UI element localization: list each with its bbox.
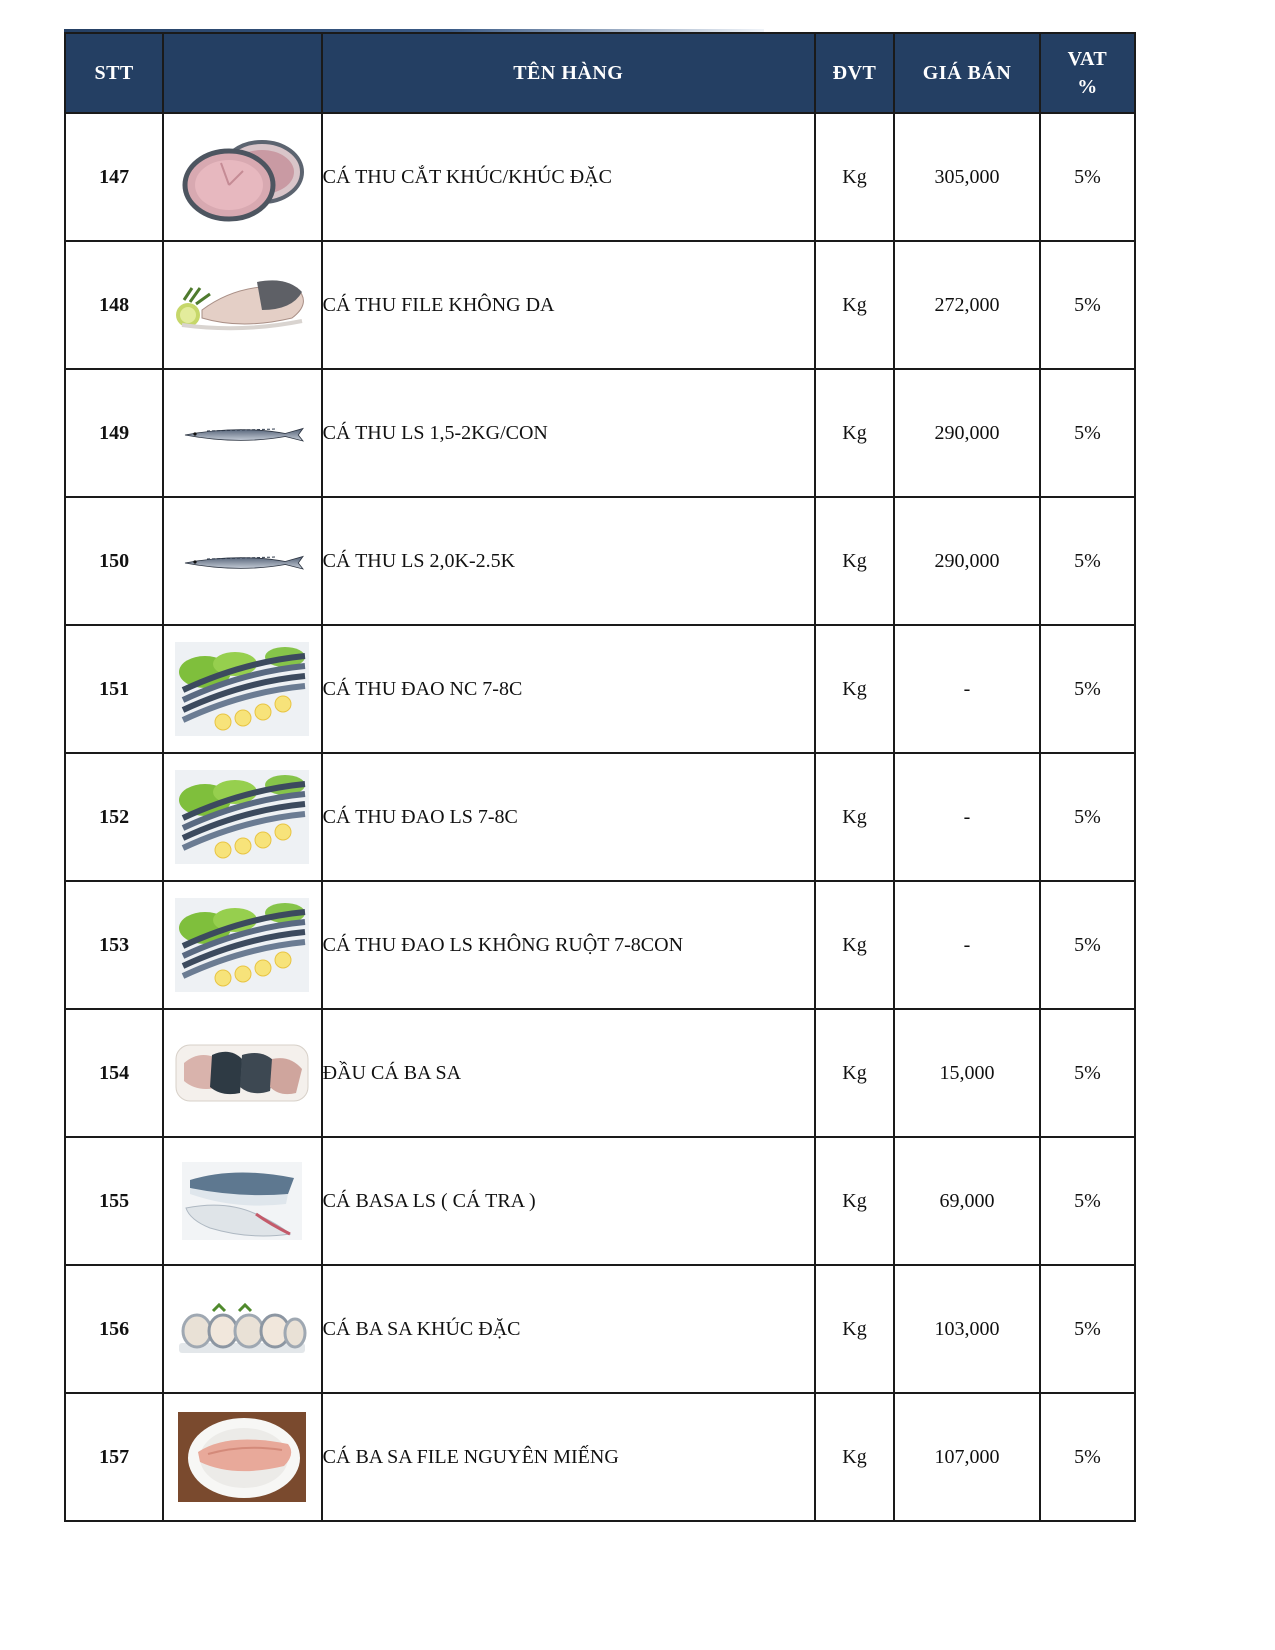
row-unit: Kg [815,1393,894,1521]
product-photo-basa-heads [172,1041,312,1105]
row-vat: 5% [1040,1009,1135,1137]
table-body [65,113,1135,1521]
row-stt: 148 [65,241,163,369]
header-vat-line2: % [1077,76,1098,98]
row-product-name: CÁ THU ĐAO NC 7-8C [322,625,815,753]
row-image [163,113,321,241]
row-product-name: CÁ BASA LS ( CÁ TRA ) [322,1137,815,1265]
header-vat [1040,33,1135,113]
row-stt: 147 [65,113,163,241]
header-unit: ĐVT [815,33,894,113]
table-header [65,33,1135,113]
row-product-name: CÁ THU FILE KHÔNG DA [322,241,815,369]
product-photo-whole-mackerel [177,541,307,581]
row-product-name: CÁ THU ĐAO LS 7-8C [322,753,815,881]
product-photo-saury-platter [175,642,309,736]
row-stt: 156 [65,1265,163,1393]
row-image [163,1137,321,1265]
product-photo-whole-mackerel [177,413,307,453]
row-unit: Kg [815,113,894,241]
table-row [65,625,1135,753]
product-photo-basa-fillet-plate [178,1412,306,1502]
row-unit: Kg [815,241,894,369]
header-stt: STT [65,33,163,113]
row-price: - [894,625,1040,753]
row-price: - [894,753,1040,881]
row-unit: Kg [815,1265,894,1393]
row-price: 305,000 [894,113,1040,241]
table-row [65,1137,1135,1265]
row-unit: Kg [815,753,894,881]
table-row [65,1265,1135,1393]
product-photo-mackerel-fillet [172,270,312,340]
row-vat: 5% [1040,1265,1135,1393]
row-image [163,1393,321,1521]
row-product-name: ĐẦU CÁ BA SA [322,1009,815,1137]
row-price: 107,000 [894,1393,1040,1521]
table-row [65,113,1135,241]
table-row [65,497,1135,625]
table-row [65,1393,1135,1521]
row-vat: 5% [1040,241,1135,369]
row-price: 290,000 [894,369,1040,497]
row-image [163,1265,321,1393]
row-vat: 5% [1040,369,1135,497]
table-row [65,753,1135,881]
row-vat: 5% [1040,1393,1135,1521]
row-price: 272,000 [894,241,1040,369]
row-price: 103,000 [894,1265,1040,1393]
row-product-name: CÁ THU LS 1,5-2KG/CON [322,369,815,497]
row-image [163,881,321,1009]
product-photo-basa-steaks [177,1301,307,1357]
row-vat: 5% [1040,881,1135,1009]
table-row [65,241,1135,369]
row-unit: Kg [815,1009,894,1137]
row-stt: 155 [65,1137,163,1265]
table-row [65,881,1135,1009]
row-image [163,241,321,369]
row-unit: Kg [815,497,894,625]
row-product-name: CÁ BA SA FILE NGUYÊN MIẾNG [322,1393,815,1521]
row-product-name: CÁ THU ĐAO LS KHÔNG RUỘT 7-8CON [322,881,815,1009]
row-vat: 5% [1040,113,1135,241]
row-vat: 5% [1040,497,1135,625]
row-price: 15,000 [894,1009,1040,1137]
row-stt: 151 [65,625,163,753]
price-table [64,32,1136,1522]
row-vat: 5% [1040,625,1135,753]
row-price: - [894,881,1040,1009]
row-price: 69,000 [894,1137,1040,1265]
row-stt: 149 [65,369,163,497]
row-stt: 153 [65,881,163,1009]
row-stt: 157 [65,1393,163,1521]
header-name: TÊN HÀNG [322,33,815,113]
row-product-name: CÁ BA SA KHÚC ĐẶC [322,1265,815,1393]
table-row [65,1009,1135,1137]
row-image [163,497,321,625]
row-stt: 150 [65,497,163,625]
row-image [163,753,321,881]
header-price: GIÁ BÁN [894,33,1040,113]
row-stt: 154 [65,1009,163,1137]
row-vat: 5% [1040,1137,1135,1265]
row-image [163,369,321,497]
product-photo-saury-platter [175,770,309,864]
header-row [65,33,1135,113]
product-photo-sliced-mackerel-steak [177,127,307,227]
row-product-name: CÁ THU CẮT KHÚC/KHÚC ĐẶC [322,113,815,241]
row-price: 290,000 [894,497,1040,625]
row-stt: 152 [65,753,163,881]
row-product-name: CÁ THU LS 2,0K-2.5K [322,497,815,625]
row-vat: 5% [1040,753,1135,881]
row-image [163,625,321,753]
table-row [65,369,1135,497]
row-unit: Kg [815,881,894,1009]
row-unit: Kg [815,1137,894,1265]
product-photo-whole-basa [182,1162,302,1240]
header-vat-line1: VAT [1067,48,1108,70]
header-image [163,33,321,113]
product-photo-saury-platter [175,898,309,992]
row-unit: Kg [815,369,894,497]
row-unit: Kg [815,625,894,753]
row-image [163,1009,321,1137]
